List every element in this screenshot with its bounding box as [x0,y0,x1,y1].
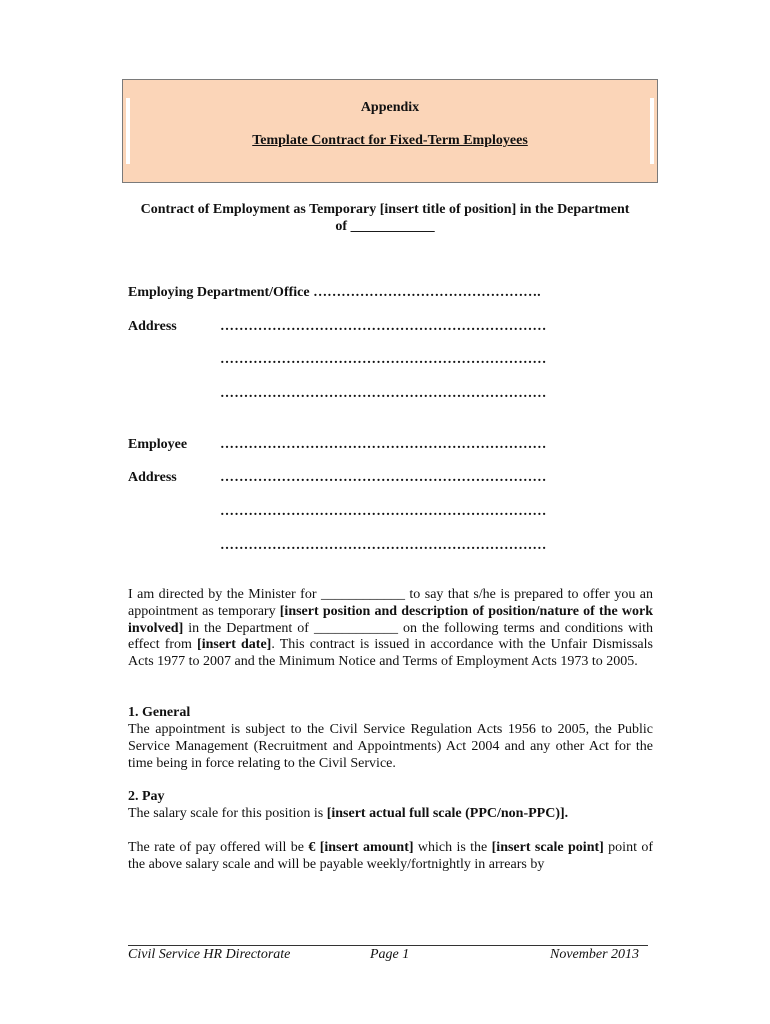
employing-dept-row [128,285,541,301]
pay-scale-text: The salary scale for this position is [128,806,327,821]
pay-rate-text-1: The rate of pay offered will be [128,840,309,855]
pay-rate-amount: € [insert amount] [308,840,414,855]
intro-text-2: in the Department of ____________ on the following terms and conditions with effect from [128,620,653,653]
employee-address-line-3: …………………………………………………………… [220,538,547,553]
pay-rate-paragraph [128,840,653,874]
intro-bold-position: [insert position and description of position/nature of the work involved] [128,603,653,636]
pay-scale-bold: [insert actual full scale (PPC/non-PPC)]. [326,806,569,821]
section-pay-heading: 2. Pay [128,789,165,804]
appendix-title: Appendix [360,100,420,115]
section-general-text: The appointment is subject to the Civil Service Regulation Acts 1956 to 2005, the Public Service Management (Recruitment and Appointments) Act 2004 and any other Act for the time being in force relating to the Civil Service. [128,722,653,771]
address-label: Address [128,319,177,334]
footer-divider [128,945,648,946]
pay-rate-text-2: which is the [413,840,492,855]
appendix-subtitle: Template Contract for Fixed-Term Employees [252,133,528,148]
employing-dept-dots: …………………………………………. [313,285,541,300]
footer-date: November 2013 [550,947,640,962]
employee-address-line-2: …………………………………………………………… [220,504,547,519]
intro-text-3: . This contract is issued in accordance with the Unfair Dismissals Acts 1977 to 2007 and the Minimum Notice and Terms of Employment Acts 1973 to 2005. [128,637,653,670]
appendix-header-box [122,79,658,183]
pay-scale-paragraph [128,806,653,823]
employing-dept-label: Employing Department/Office [128,285,310,300]
employee-line: …………………………………………………………… [220,437,547,452]
pay-rate-scale-point: [insert scale point] [491,840,604,855]
intro-paragraph [128,587,653,671]
address-line-3: …………………………………………………………… [220,386,547,401]
pay-rate-text-3: point of the above salary scale and will be payable weekly/fortnightly in arrears by [128,840,653,872]
employee-address-label: Address [128,470,177,485]
contract-title: Contract of Employment as Temporary [insert title of position] in the Department of ____________ [140,202,630,234]
employee-label: Employee [128,437,188,452]
intro-text-1: I am directed by the Minister for ____________ to say that s/he is prepared to offer you an appointment as temporary [128,587,653,619]
footer-directorate: Civil Service HR Directorate [128,947,291,962]
footer-page-number: Page 1 [370,947,410,962]
address-line-2: …………………………………………………………… [220,352,547,367]
address-line-1: …………………………………………………………… [220,319,547,334]
section-general-heading: 1. General [128,705,191,720]
employee-address-line-1: …………………………………………………………… [220,470,547,485]
intro-bold-date: [insert date] [197,637,272,653]
